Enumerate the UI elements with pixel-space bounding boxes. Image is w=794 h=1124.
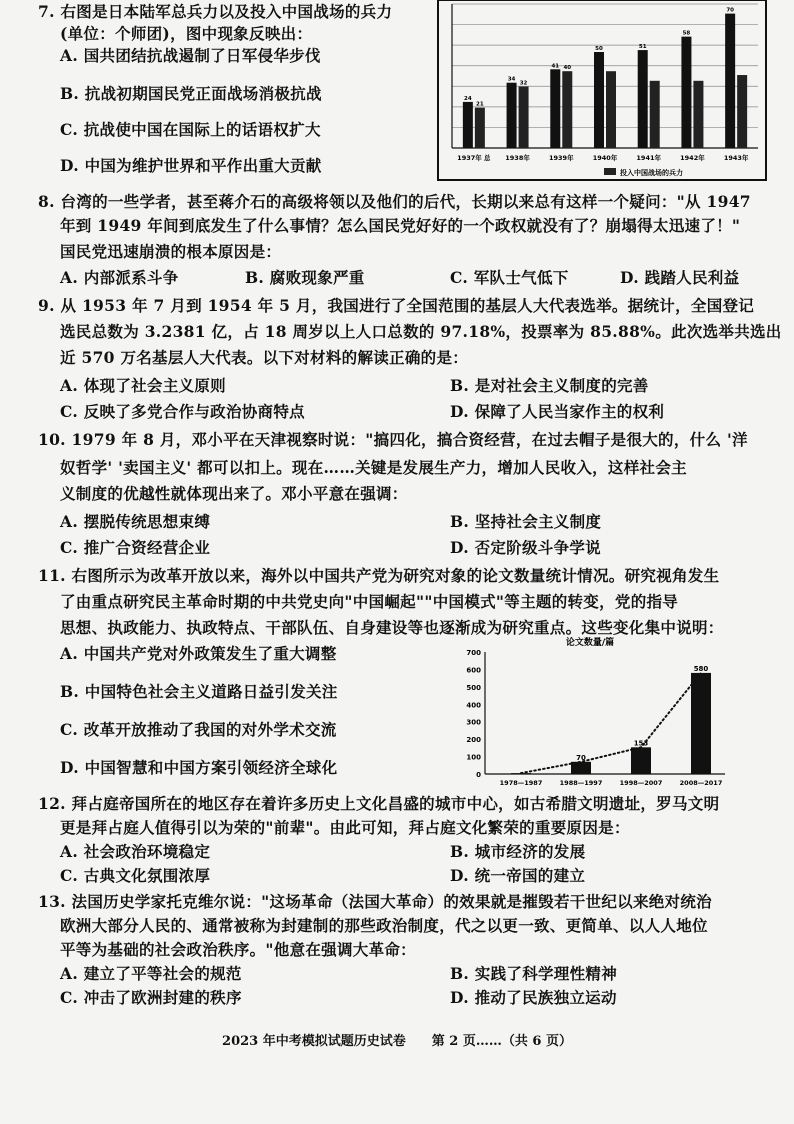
q8-stem-line-3: 国民党迅速崩溃的根本原因是：: [60, 242, 282, 261]
q10-stem-line-1: 10. 1979 年 8 月，邓小平在天津视察时说："搞四化，搞合资经营，在过去帽子是很大的，什么 '洋: [38, 430, 748, 449]
q8-option-b: B. 腐败现象严重: [245, 268, 365, 287]
q10-option-c: C. 推广合资经营企业: [60, 538, 211, 557]
bar-1-5: [638, 50, 648, 148]
q11-stem-line-2: 了由重点研究民主革命时期的中共党史向"中国崛起""中国模式"等主题的转变，党的指导: [60, 592, 679, 611]
bar-2-3: [562, 71, 572, 148]
q7-option-b: B. 抗战初期国民党正面战场消极抗战: [60, 84, 322, 103]
y-tick-label: 100: [466, 753, 481, 762]
y-tick-label: 200: [466, 736, 481, 745]
q9-option-d: D. 保障了人民当家作主的权利: [450, 402, 665, 421]
q12-option-c: C. 古典文化氛围浓厚: [60, 866, 211, 885]
q12-option-a: A. 社会政治环境稳定: [60, 842, 211, 861]
q10-option-b: B. 坚持社会主义制度: [450, 512, 602, 531]
q7-stem-line-2: (单位：个师团)，图中现象反映出：: [60, 24, 313, 43]
bar-1-1: [463, 102, 473, 148]
x-tick-label: 1998—2007: [619, 779, 663, 787]
q9-option-b: B. 是对社会主义制度的完善: [450, 376, 649, 395]
q8-option-c: C. 军队士气低下: [450, 268, 569, 287]
data-label: 153: [633, 739, 649, 748]
y-tick-label: 400: [466, 701, 481, 710]
y-tick-label: 500: [466, 683, 481, 692]
q10-stem-line-2: 奴哲学' '卖国主义' 都可以扣上。现在……关键是发展生产力，增加人民收入，这样社会主: [60, 458, 687, 477]
x-tick-label: 1943年: [723, 154, 749, 162]
x-tick-label: 1988—1997: [559, 779, 603, 787]
q12-option-b: B. 城市经济的发展: [450, 842, 586, 861]
bar-1-7: [725, 14, 735, 148]
q8-stem-line-1: 8. 台湾的一些学者，甚至蒋介石的高级将领以及他们的后代，长期以来总有这样一个疑问："从 1947: [38, 192, 751, 211]
bar-2-6: [693, 81, 703, 148]
bar-4: [691, 673, 711, 774]
q12-stem-line-2: 更是拜占庭人值得引以为荣的"前辈"。由此可知，拜占庭文化繁荣的重要原因是：: [60, 818, 630, 837]
bar-2-2: [519, 87, 529, 148]
q8-stem-line-2: 年到 1949 年间到底发生了什么事情？怎么国民党好好的一个政权就没有了？崩塌得太迅速了！": [60, 216, 741, 235]
bar-1-3: [550, 69, 560, 148]
q13-option-a: A. 建立了平等社会的规范: [60, 964, 242, 983]
bar-2-4: [606, 71, 616, 148]
data-label: 41: [551, 63, 560, 70]
chart-title: 论文数量/篇: [565, 638, 615, 648]
bar-1-2: [507, 83, 517, 148]
page-footer: 2023 年中考模拟试题历史试卷 第 2 页……（共 6 页）: [222, 1034, 572, 1049]
q10-option-d: D. 否定阶级斗争学说: [450, 538, 601, 557]
q8-option-a: A. 内部派系斗争: [60, 268, 179, 287]
q11-stem-line-3: 思想、执政能力、执政特点、干部队伍、自身建设等也逐渐成为研究重点。这些变化集中说明：: [60, 618, 724, 637]
bar-1-6: [681, 37, 691, 148]
y-tick-label: 700: [466, 649, 481, 657]
q11-option-c: C. 改革开放推动了我国的对外学术交流: [60, 720, 337, 739]
bar-2-5: [650, 81, 660, 148]
x-tick-label: 1939年: [548, 154, 574, 162]
q10-stem-line-3: 义制度的优越性就体现出来了。邓小平意在强调：: [60, 484, 408, 503]
q7-option-c: C. 抗战使中国在国际上的话语权扩大: [60, 120, 321, 139]
q9-option-c: C. 反映了多党合作与政治协商特点: [60, 402, 305, 421]
q13-stem-line-3: 平等为基础的社会政治秩序。"他意在强调大革命：: [60, 940, 416, 959]
q9-stem-line-2: 选民总数为 3.2381 亿，占 18 周岁以上人口总数的 97.18%，投票率为 85.88%。此次选举共选出: [60, 322, 782, 341]
data-label: 32: [519, 80, 528, 87]
q13-option-d: D. 推动了民族独立运动: [450, 988, 617, 1007]
q13-option-c: C. 冲击了欧洲封建的秩序: [60, 988, 242, 1007]
y-tick-label: 600: [466, 666, 481, 675]
x-tick-label: 1942年: [680, 154, 705, 162]
q7-option-d: D. 中国为维护世界和平作出重大贡献: [60, 156, 322, 175]
q8-option-d: D. 践踏人民利益: [620, 268, 740, 287]
x-tick-label: 1941年: [636, 154, 662, 162]
bar-2-7: [737, 75, 747, 148]
q9-option-a: A. 体现了社会主义原则: [60, 376, 226, 395]
q9-stem-line-1: 9. 从 1953 年 7 月到 1954 年 5 月，我国进行了全国范围的基层人大代表选举。据统计，全国登记: [38, 296, 755, 315]
q13-stem-line-2: 欧洲大部分人民的、通常被称为封建制的那些政治制度，代之以更一致、更简单、以人人地位: [60, 916, 708, 935]
legend-swatch: [604, 168, 616, 175]
q11-option-b: B. 中国特色社会主义道路日益引发关注: [60, 682, 338, 701]
q11-option-a: A. 中国共产党对外政策发生了重大调整: [60, 644, 337, 663]
bar-3: [631, 747, 651, 774]
q11-option-d: D. 中国智慧和中国方案引领经济全球化: [60, 758, 338, 777]
data-label: 21: [476, 101, 484, 108]
data-label: 70: [576, 753, 586, 762]
data-label: 24: [464, 95, 472, 102]
q11-bar-chart: [455, 636, 735, 788]
x-tick-label: 1938年: [505, 154, 530, 162]
bar-1-4: [594, 52, 604, 148]
data-label: 34: [507, 76, 516, 83]
q7-option-a: A. 国共团结抗战遏制了日军侵华步伐: [60, 46, 321, 65]
x-tick-label: 1937年 总: [457, 154, 491, 162]
data-label: 58: [682, 30, 691, 37]
y-tick-label: 300: [466, 718, 481, 727]
q10-option-a: A. 摆脱传统思想束缚: [60, 512, 211, 531]
q12-option-d: D. 统一帝国的建立: [450, 866, 586, 885]
q11-stem-line-1: 11. 右图所示为改革开放以来，海外以中国共产党为研究对象的论文数量统计情况。研究视角发生: [38, 566, 720, 585]
legend-label: 投入中国战场的兵力: [620, 169, 683, 177]
x-tick-label: 2008—2017: [679, 779, 723, 787]
q13-option-b: B. 实践了科学理性精神: [450, 964, 617, 983]
q7-stem-line-1: 7. 右图是日本陆军总兵力以及投入中国战场的兵力: [38, 2, 393, 21]
y-tick-label: 0: [476, 771, 481, 779]
data-label: 580: [693, 664, 709, 673]
data-label: 50: [595, 46, 603, 52]
x-tick-label: 1978—1987: [499, 779, 543, 787]
data-label: 40: [563, 65, 572, 72]
q13-stem-line-1: 13. 法国历史学家托克维尔说："这场革命（法国大革命）的效果就是摧毁若干世纪以来绝对统治: [38, 892, 712, 911]
q9-stem-line-3: 近 570 万名基层人大代表。以下对材料的解读正确的是：: [60, 348, 469, 367]
data-label: 70: [726, 7, 734, 14]
x-tick-label: 1940年: [592, 154, 618, 162]
trend-line: [521, 673, 701, 773]
q7-bar-chart: [436, 0, 770, 182]
q12-stem-line-1: 12. 拜占庭帝国所在的地区存在着许多历史上文化昌盛的城市中心，如古希腊文明遗址，罗马文明: [38, 794, 720, 813]
data-label: 51: [638, 44, 647, 51]
bar-2-1: [475, 108, 485, 148]
